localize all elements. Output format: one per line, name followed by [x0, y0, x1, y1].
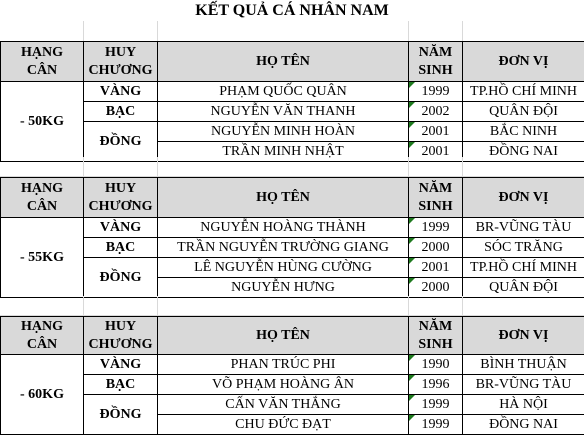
athlete-name[interactable]: VÕ PHẠM HOÀNG ÂN [158, 375, 409, 395]
header-nam-sinh[interactable]: NĂM SINH [409, 317, 463, 355]
medal-bronze[interactable]: ĐỒNG [84, 258, 158, 298]
team-unit[interactable]: ĐỒNG NAI [463, 415, 584, 435]
team-unit[interactable]: BÌNH THUẬN [463, 355, 584, 375]
header-nam-sinh[interactable]: NĂM SINH [409, 178, 463, 218]
results-table-55kg [0, 177, 584, 298]
athlete-name[interactable]: LÊ NGUYỄN HÙNG CƯỜNG [158, 258, 409, 278]
empty-grid-row[interactable] [0, 157, 584, 177]
birth-year[interactable]: 1996 [409, 375, 463, 395]
medal-gold[interactable]: VÀNG [84, 82, 158, 102]
athlete-name[interactable]: PHẠM QUỐC QUÂN [158, 82, 409, 102]
medal-gold[interactable]: VÀNG [84, 218, 158, 238]
team-unit[interactable]: SÓC TRĂNG [463, 238, 584, 258]
sheet-title: KẾT QUẢ CÁ NHÂN NAM [195, 2, 389, 19]
team-unit[interactable]: TP.HỒ CHÍ MINH [463, 82, 584, 102]
header-hang-can[interactable]: HẠNG CÂN [1, 178, 84, 218]
athlete-name[interactable]: TRẦN MINH NHẬT [158, 142, 409, 162]
header-don-vi[interactable]: ĐƠN VỊ [463, 317, 584, 355]
header-huy-chuong[interactable]: HUY CHƯƠNG [84, 42, 158, 82]
athlete-name[interactable]: CHU ĐỨC ĐẠT [158, 415, 409, 435]
medal-silver[interactable]: BẠC [84, 102, 158, 122]
team-unit[interactable]: TP.HỒ CHÍ MINH [463, 258, 584, 278]
team-unit[interactable]: BR-VŨNG TÀU [463, 375, 584, 395]
team-unit[interactable]: HÀ NỘI [463, 395, 584, 415]
birth-year[interactable]: 1990 [409, 355, 463, 375]
athlete-name[interactable]: NGUYỄN VĂN THANH [158, 102, 409, 122]
birth-year[interactable]: 1999 [409, 415, 463, 435]
category-cell[interactable]: - 50KG [1, 82, 84, 162]
category-cell[interactable]: - 55KG [1, 218, 84, 298]
athlete-name[interactable]: NGUYỄN MINH HOÀN [158, 122, 409, 142]
birth-year[interactable]: 2000 [409, 278, 463, 298]
header-ho-ten[interactable]: HỌ TÊN [158, 42, 409, 82]
medal-gold[interactable]: VÀNG [84, 355, 158, 375]
athlete-name[interactable]: CẤN VĂN THẮNG [158, 395, 409, 415]
athlete-name[interactable]: NGUYỄN HOÀNG THÀNH [158, 218, 409, 238]
birth-year[interactable]: 1999 [409, 82, 463, 102]
team-unit[interactable]: BR-VŨNG TÀU [463, 218, 584, 238]
athlete-name[interactable]: NGUYỄN HƯNG [158, 278, 409, 298]
header-nam-sinh[interactable]: NĂM SINH [409, 42, 463, 82]
birth-year[interactable]: 2001 [409, 122, 463, 142]
header-ho-ten[interactable]: HỌ TÊN [158, 317, 409, 355]
birth-year[interactable]: 2001 [409, 258, 463, 278]
header-don-vi[interactable]: ĐƠN VỊ [463, 178, 584, 218]
team-unit[interactable]: BẮC NINH [463, 122, 584, 142]
empty-grid-row[interactable] [0, 296, 584, 316]
header-hang-can[interactable]: HẠNG CÂN [1, 42, 84, 82]
athlete-name[interactable]: PHAN TRÚC PHI [158, 355, 409, 375]
medal-silver[interactable]: BẠC [84, 375, 158, 395]
athlete-name[interactable]: TRẦN NGUYỄN TRƯỜNG GIANG [158, 238, 409, 258]
header-huy-chuong[interactable]: HUY CHƯƠNG [84, 317, 158, 355]
team-unit[interactable]: QUÂN ĐỘI [463, 278, 584, 298]
birth-year[interactable]: 2000 [409, 238, 463, 258]
birth-year[interactable]: 2001 [409, 142, 463, 162]
results-table-50kg [0, 41, 584, 162]
empty-grid-row[interactable] [0, 21, 584, 41]
medal-bronze[interactable]: ĐỒNG [84, 122, 158, 162]
birth-year[interactable]: 1999 [409, 395, 463, 415]
team-unit[interactable]: ĐỒNG NAI [463, 142, 584, 162]
header-ho-ten[interactable]: HỌ TÊN [158, 178, 409, 218]
category-cell[interactable]: - 60KG [1, 355, 84, 435]
header-huy-chuong[interactable]: HUY CHƯƠNG [84, 178, 158, 218]
header-hang-can[interactable]: HẠNG CÂN [1, 317, 84, 355]
header-don-vi[interactable]: ĐƠN VỊ [463, 42, 584, 82]
results-table-60kg [0, 316, 584, 435]
birth-year[interactable]: 1999 [409, 218, 463, 238]
team-unit[interactable]: QUÂN ĐỘI [463, 102, 584, 122]
medal-bronze[interactable]: ĐỒNG [84, 395, 158, 435]
birth-year[interactable]: 2002 [409, 102, 463, 122]
medal-silver[interactable]: BẠC [84, 238, 158, 258]
